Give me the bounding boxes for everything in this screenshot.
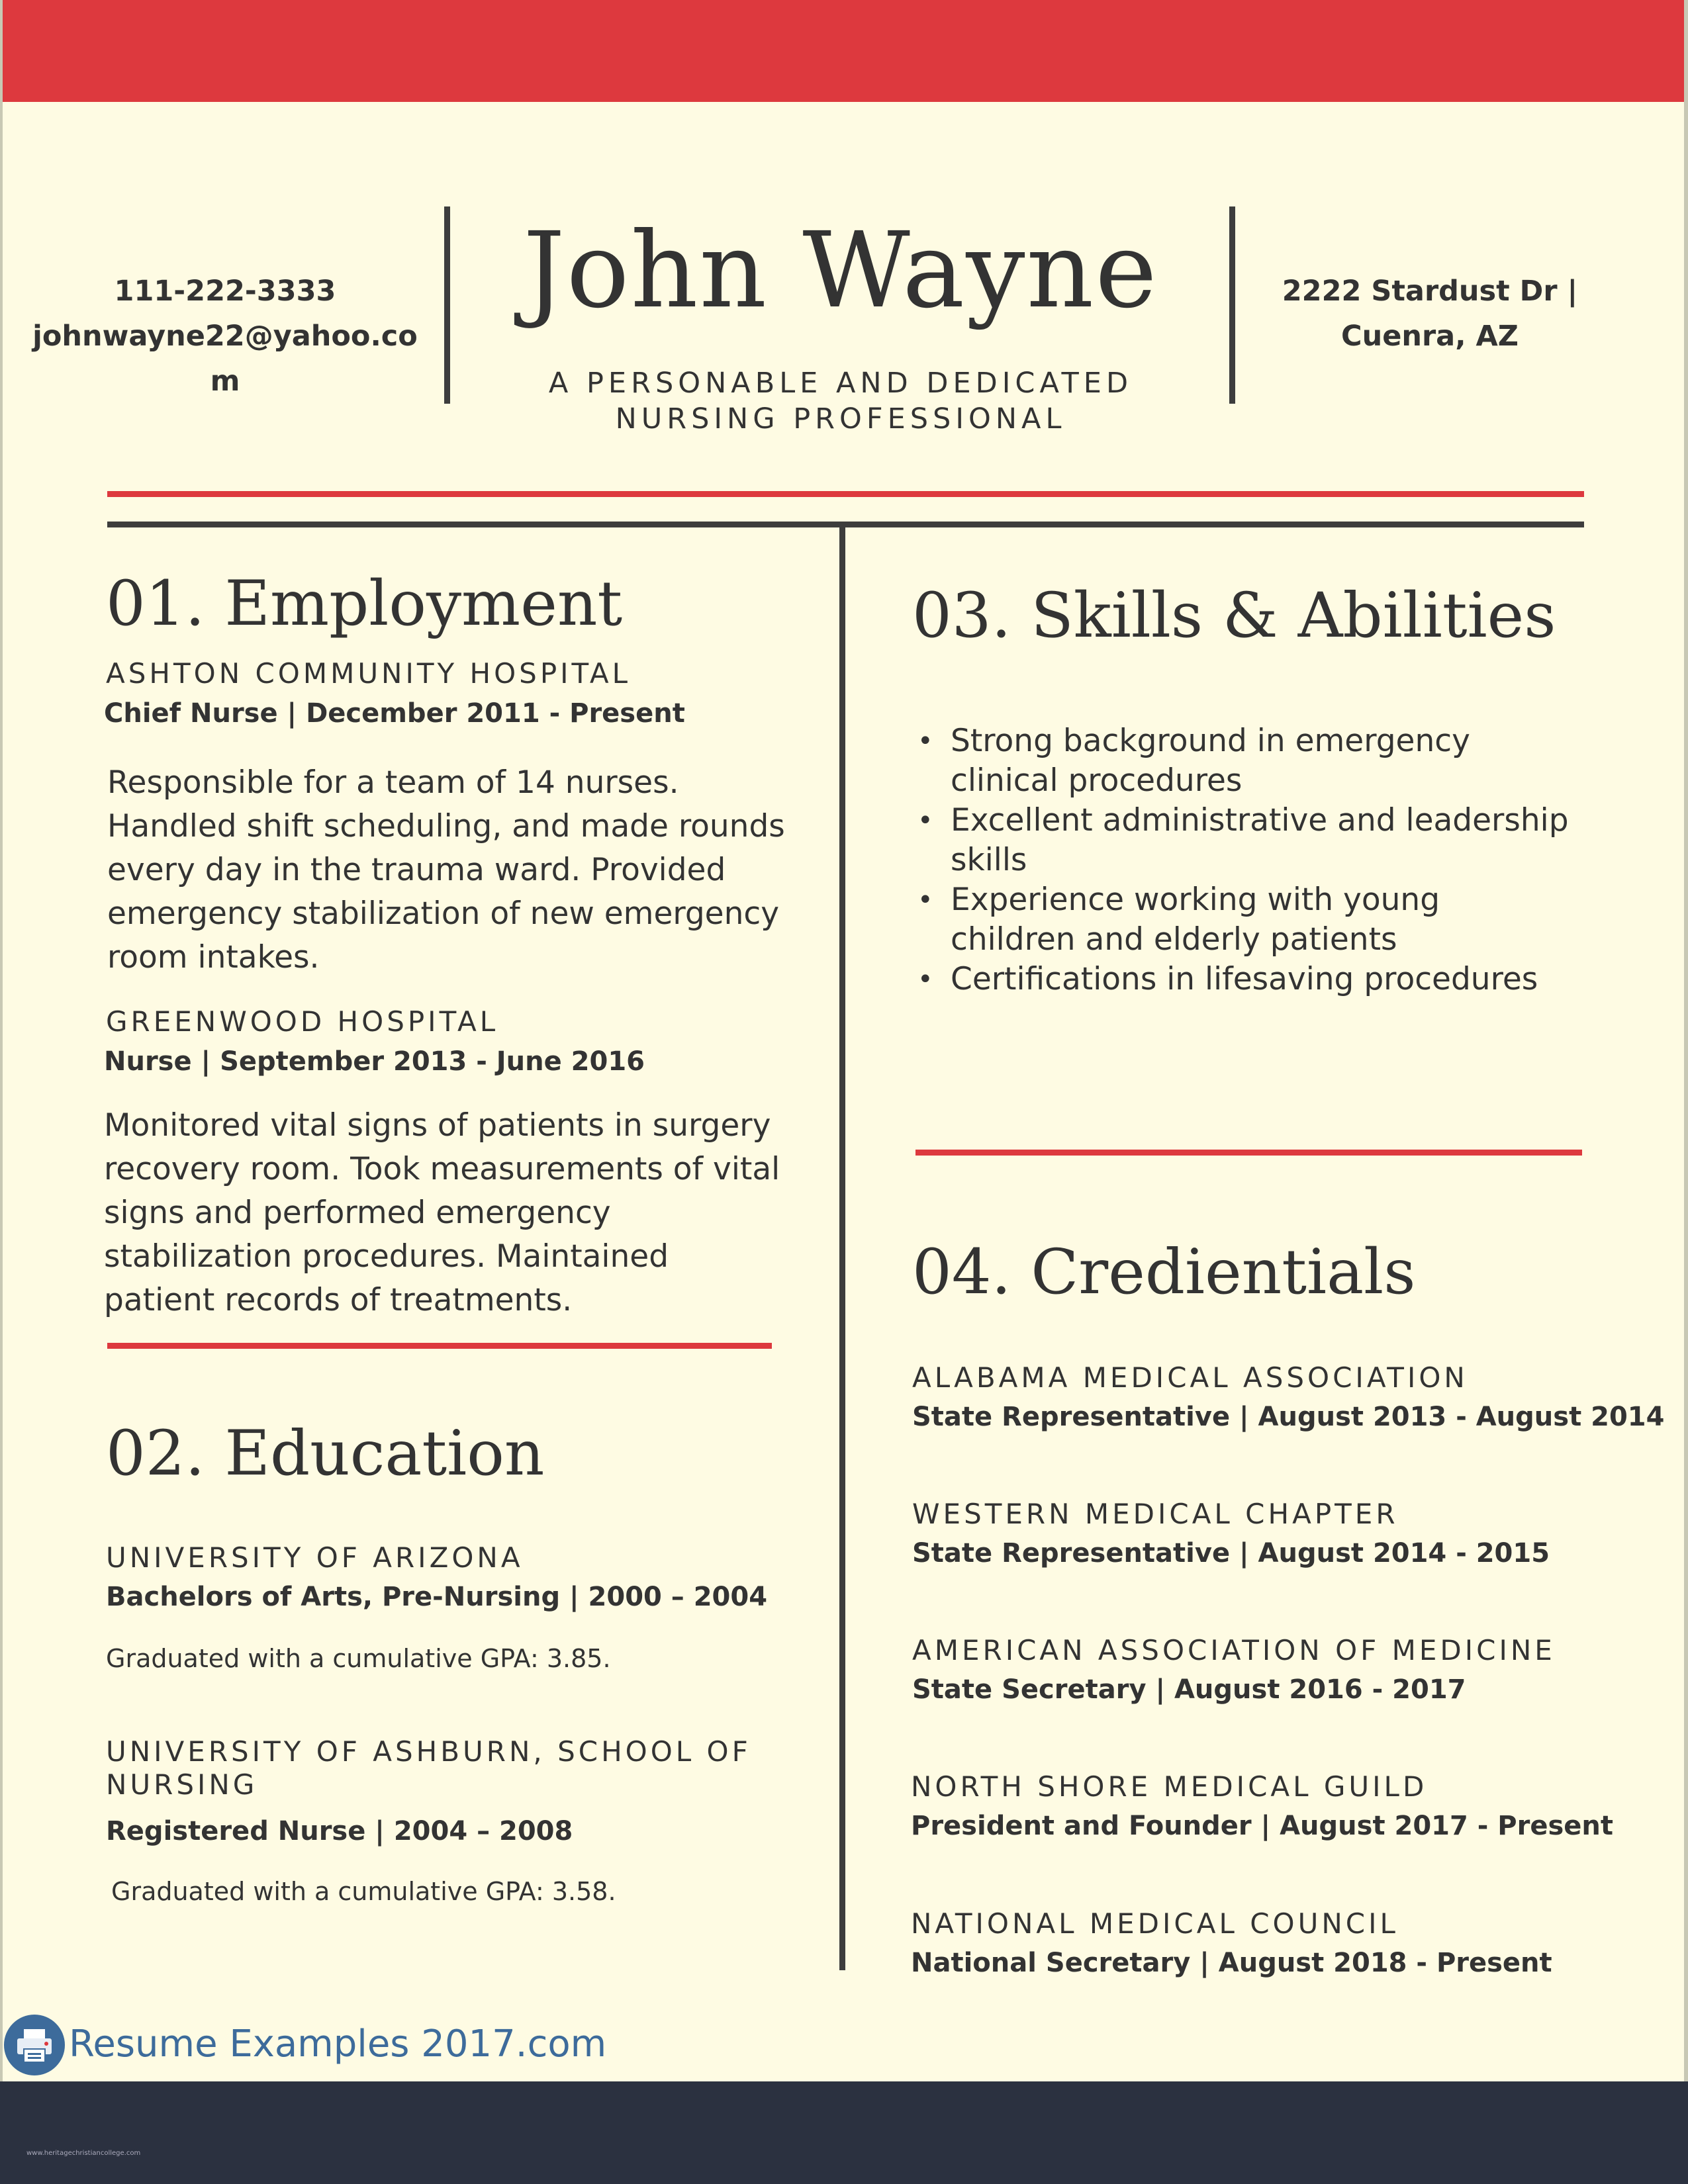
printer-icon	[4, 2015, 65, 2075]
email-line-1: johnwayne22@yahoo.co	[32, 320, 418, 353]
top-accent-bar	[0, 0, 1688, 102]
credential-4-role: President and Founder | August 2017 - Present	[911, 1811, 1613, 1841]
job-2-line: signs and performed emergency	[104, 1195, 611, 1231]
contact-right	[1258, 269, 1602, 359]
credential-5-org: NATIONAL MEDICAL COUNCIL	[911, 1907, 1399, 1940]
job-2-line: recovery room. Took measurements of vital	[104, 1151, 780, 1187]
column-divider	[839, 527, 845, 1970]
job-2-line: Monitored vital signs of patients in surgery	[104, 1107, 771, 1144]
credentials-title: 04. Credientials	[912, 1236, 1416, 1308]
school-1-degree: Bachelors of Arts, Pre-Nursing | 2000 – 2004	[106, 1582, 768, 1612]
education-title: 02. Education	[106, 1418, 545, 1490]
job-1-description	[107, 761, 796, 979]
credential-4-org: NORTH SHORE MEDICAL GUILD	[911, 1770, 1428, 1803]
address-line-1: 2222 Stardust Dr |	[1282, 275, 1578, 308]
candidate-name: John Wayne	[523, 210, 1158, 332]
job-2-description	[104, 1104, 806, 1322]
skills-title: 03. Skills & Abilities	[912, 580, 1556, 652]
school-1-gpa: Graduated with a cumulative GPA: 3.85.	[106, 1644, 611, 1673]
tagline-line-1: A PERSONABLE AND DEDICATED	[548, 367, 1133, 400]
job-1-line: room intakes.	[107, 939, 320, 976]
skill-item: • Experience working with young children and elderly patients	[912, 880, 1574, 960]
job-2-line: patient records of treatments.	[104, 1282, 573, 1318]
school-2-degree: Registered Nurse | 2004 – 2008	[106, 1816, 573, 1846]
school-2-name	[106, 1735, 751, 1801]
address-line-2: Cuenra, AZ	[1341, 320, 1519, 353]
credential-1-role: State Representative | August 2013 - August 2014	[912, 1402, 1665, 1432]
job-1-org: ASHTON COMMUNITY HOSPITAL	[106, 657, 632, 690]
job-1-role: Chief Nurse | December 2011 - Present	[104, 698, 685, 729]
right-border	[1684, 0, 1688, 2081]
credential-3-role: State Secretary | August 2016 - 2017	[912, 1674, 1466, 1705]
skill-item: • Excellent administrative and leadership skills	[912, 801, 1574, 880]
school-1-name: UNIVERSITY OF ARIZONA	[106, 1541, 524, 1574]
bottom-footer-bar	[0, 2081, 1688, 2184]
credential-3-org: AMERICAN ASSOCIATION OF MEDICINE	[912, 1634, 1556, 1666]
credential-5-role: National Secretary | August 2018 - Present	[911, 1948, 1552, 1978]
skill-item: • Certifications in lifesaving procedures	[912, 960, 1574, 999]
left-border	[0, 0, 3, 2081]
job-1-line: Responsible for a team of 14 nurses.	[107, 764, 679, 801]
employment-red-rule	[107, 1343, 772, 1349]
job-1-line: Handled shift scheduling, and made rounds	[107, 808, 785, 844]
source-credit: www.heritagechristiancollege.com	[26, 2150, 141, 2157]
school-2-name-line-1: UNIVERSITY OF ASHBURN, SCHOOL OF	[106, 1735, 751, 1768]
credential-2-role: State Representative | August 2014 - 2015	[912, 1538, 1550, 1569]
watermark-link[interactable]: Resume Examples 2017.com	[69, 2023, 607, 2066]
skill-item: • Strong background in emergency clinical procedures	[912, 721, 1574, 801]
header-divider-right	[1229, 206, 1235, 404]
job-2-line: stabilization procedures. Maintained	[104, 1238, 669, 1275]
header-dark-rule	[107, 522, 1584, 527]
job-1-line: every day in the trauma ward. Provided	[107, 852, 726, 888]
contact-left	[26, 269, 424, 404]
tagline-line-2: NURSING PROFESSIONAL	[615, 402, 1066, 435]
header-divider-left	[444, 206, 450, 404]
job-1-line: emergency stabilization of new emergency	[107, 895, 780, 932]
tagline	[503, 365, 1178, 437]
header-red-rule	[107, 491, 1584, 497]
employment-title: 01. Employment	[106, 568, 623, 640]
school-2-name-line-2: NURSING	[106, 1768, 258, 1801]
email-line-2: m	[210, 365, 240, 398]
credential-1-org: ALABAMA MEDICAL ASSOCIATION	[912, 1361, 1468, 1394]
job-2-org: GREENWOOD HOSPITAL	[106, 1005, 499, 1038]
credential-2-org: WESTERN MEDICAL CHAPTER	[912, 1498, 1399, 1530]
phone-number: 111-222-3333	[114, 275, 336, 308]
skills-list	[912, 721, 1574, 999]
skills-red-rule	[915, 1150, 1582, 1156]
school-2-gpa: Graduated with a cumulative GPA: 3.58.	[111, 1877, 616, 1906]
job-2-role: Nurse | September 2013 - June 2016	[104, 1046, 645, 1077]
